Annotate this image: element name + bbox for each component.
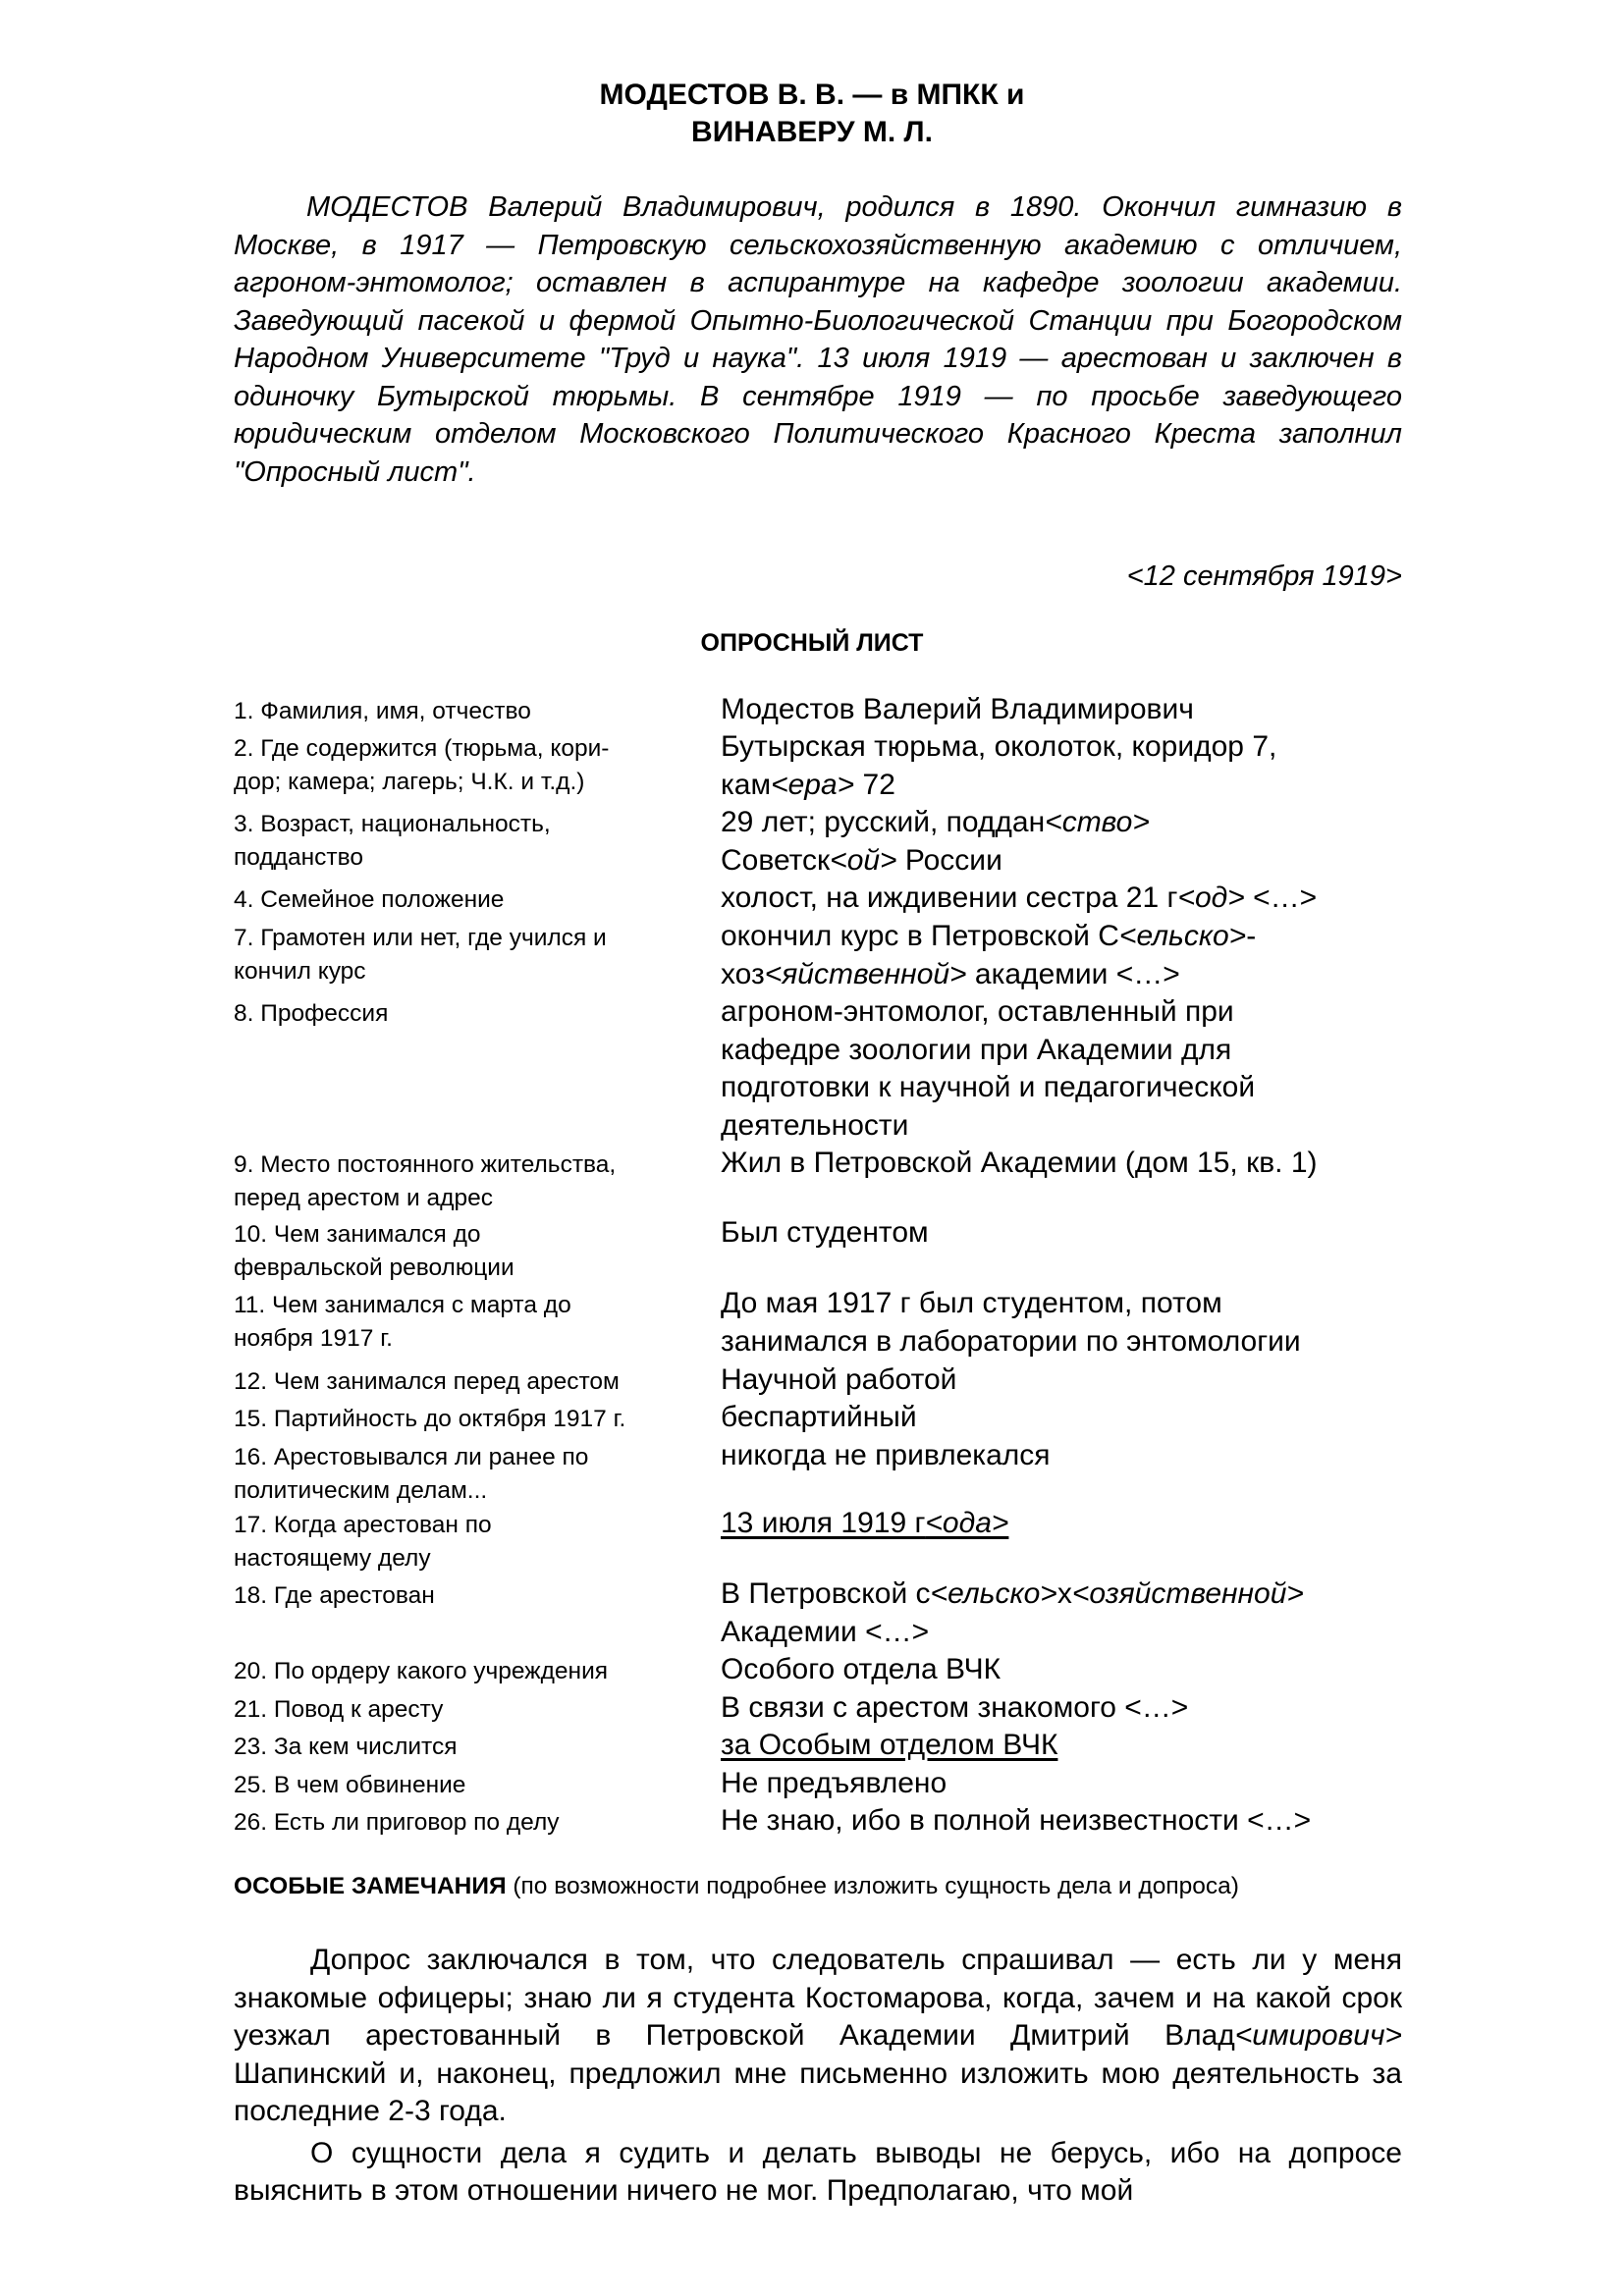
question — [234, 1218, 695, 1285]
answer-text: окончил курс в Петровской С — [721, 920, 1119, 952]
answer — [721, 993, 1408, 1145]
answer-line: Академии <…> — [721, 1615, 930, 1648]
question: 21. Повод к аресту — [234, 1696, 444, 1723]
question: 4. Семейное положение — [234, 886, 505, 913]
answer: Не предъявлено — [721, 1767, 947, 1799]
question — [234, 732, 695, 799]
answer: беспартийный — [721, 1401, 917, 1433]
answer — [721, 728, 1408, 804]
answer: Особого отдела ВЧК — [721, 1653, 1001, 1685]
answer-text: <…> — [1244, 881, 1318, 914]
answer: Не знаю, ибо в полной неизвестности <…> — [721, 1804, 1312, 1837]
answer — [721, 804, 1408, 880]
special-remarks-label: ОСОБЫЕ ЗАМЕЧАНИЯ — [234, 1873, 507, 1899]
answer — [721, 880, 1408, 918]
document-date: <12 сентября 1919> — [1126, 561, 1402, 592]
answer — [721, 1505, 1408, 1543]
remarks-text — [234, 1942, 1402, 2215]
answer-text: академии <…> — [966, 957, 1180, 990]
answer-editorial: <ство> — [1045, 806, 1150, 838]
answer-text: х — [1056, 1577, 1072, 1610]
question: 26. Есть ли приговор по делу — [234, 1809, 560, 1836]
question-line: февральской революции — [234, 1255, 514, 1281]
answer-text: России — [896, 843, 1002, 877]
question — [234, 1148, 695, 1215]
answer: Жил в Петровской Академии (дом 15, кв. 1) — [721, 1147, 1318, 1179]
question-line: настоящему делу — [234, 1545, 431, 1572]
question-line: дор; камера; лагерь; Ч.К. и т.д.) — [234, 769, 585, 795]
special-remarks-note: (по возможности подробнее изложить сущность дела и допроса) — [506, 1873, 1239, 1899]
answer: В связи с арестом знакомого <…> — [721, 1691, 1189, 1724]
remarks-paragraph-2: О сущности дела я судить и делать выводы не берусь, ибо на допросе выяснить в этом отношении ничего не мог. Предполагаю, что мой — [234, 2136, 1402, 2207]
question-line: 7. Грамотен или нет, где учился и — [234, 925, 607, 951]
answer-editorial: <од> — [1177, 881, 1245, 914]
answer-editorial: <озяйственной> — [1071, 1577, 1304, 1610]
answer-text: В Петровской с — [721, 1577, 931, 1610]
question: 15. Партийность до октября 1917 г. — [234, 1406, 626, 1432]
intro-paragraph: МОДЕСТОВ Валерий Владимирович, родился в 1890. Окончил гимназию в Москве, в 1917 — Петровскую сельскохозяйственную академию с отличием, агроном-энтомолог; оставлен в аспирантуре на кафедре зоологии академии. Заведующий пасекой и фермой Опытно-Биологической Станции при Богородском Народном Университете "Труд и наука". 13 июля 1919 — арестован и заключен в одиночку Бутырской тюрьмы. В сентябре 1919 — по просьбе заведующего юридическим отделом Московского Политического Красного Креста заполнил "Опросный лист". — [234, 191, 1402, 488]
answer-line: кафедре зоологии при Академии для — [721, 1033, 1232, 1066]
remarks-paragraph-1 — [234, 1942, 1402, 2131]
question — [234, 1441, 695, 1508]
question: 8. Профессия — [234, 1000, 389, 1027]
special-remarks — [234, 1870, 1412, 1903]
question-line: 10. Чем занимался до — [234, 1221, 481, 1248]
answer — [721, 918, 1408, 993]
answer-text: - — [1246, 920, 1257, 952]
question-line: 17. Когда арестован по — [234, 1512, 492, 1538]
question-line: 9. Место постоянного жительства, — [234, 1151, 617, 1178]
answer-editorial: <ельско> — [930, 1577, 1057, 1610]
answer: Научной работой — [721, 1363, 957, 1396]
paragraph-text: Допрос заключался в том, что следователь спрашивал — есть ли у меня знакомые офицеры; знаю ли я студента Костомарова, когда, зачем и на какой срок уезжал арестованный в Петровской Академии Дмитрий Влад — [234, 1944, 1402, 2052]
question: 1. Фамилия, имя, отчество — [234, 698, 531, 724]
question-line: 16. Арестовывался ли ранее по — [234, 1444, 589, 1470]
questionnaire-title: ОПРОСНЫЙ ЛИСТ — [700, 629, 924, 657]
question: 23. За кем числится — [234, 1734, 458, 1760]
answer-underlined — [721, 1507, 1008, 1539]
answer — [721, 1285, 1408, 1361]
paragraph-text: Шапинский и, наконец, предложил мне письменно изложить мою деятельность за последние 2-3 года. — [234, 2056, 1402, 2127]
answer-editorial: <ода> — [925, 1507, 1009, 1539]
question-line: подданство — [234, 844, 363, 871]
question-line: перед арестом и адрес — [234, 1185, 493, 1211]
question-line: 11. Чем занимался с марта до — [234, 1292, 571, 1318]
answer-text: хоз — [721, 957, 765, 990]
title-line-2: ВИНАВЕРУ М. Л. — [691, 116, 933, 148]
answer-line: агроном-энтомолог, оставленный при — [721, 995, 1234, 1028]
title-line-1: МОДЕСТОВ В. В. — в МПКК и — [599, 79, 1025, 111]
question: 18. Где арестован — [234, 1582, 435, 1609]
question-line: 2. Где содержится (тюрьма, кори- — [234, 735, 610, 762]
question-line: кончил курс — [234, 958, 366, 985]
answer-text: 13 июля 1919 г — [721, 1507, 926, 1539]
answer-text: 29 лет; русский, поддан — [721, 806, 1046, 838]
answer-text: холост, на иждивении сестра 21 г — [721, 881, 1178, 914]
answer-line: Бутырская тюрьма, околоток, коридор 7, — [721, 730, 1277, 763]
question: 25. В чем обвинение — [234, 1772, 466, 1798]
answer-line: занимался в лаборатории по энтомологии — [721, 1324, 1301, 1358]
editorial-insert: <имирович> — [1234, 2019, 1402, 2052]
answer-text: Советск — [721, 843, 831, 877]
answer-text: кам — [721, 768, 772, 801]
answer-line: подготовки к научной и педагогической — [721, 1071, 1256, 1103]
answer — [721, 1575, 1408, 1651]
answer-line: До мая 1917 г был студентом, потом — [721, 1287, 1222, 1319]
answer: Был студентом — [721, 1216, 929, 1249]
question — [234, 922, 695, 988]
answer-editorial: <яйственной> — [764, 957, 967, 990]
answer-text: 72 — [854, 768, 895, 801]
question: 20. По ордеру какого учреждения — [234, 1658, 609, 1684]
question-line: ноября 1917 г. — [234, 1325, 393, 1352]
answer-editorial: <ера> — [771, 768, 855, 801]
question: 12. Чем занимался перед арестом — [234, 1368, 620, 1395]
answer: Модестов Валерий Владимирович — [721, 693, 1194, 725]
answer-editorial: <ельско> — [1118, 920, 1247, 952]
question — [234, 808, 695, 875]
answer-editorial: <ой> — [830, 843, 897, 877]
question — [234, 1289, 695, 1356]
question-line: 3. Возраст, национальность, — [234, 811, 551, 837]
question — [234, 1509, 695, 1575]
question-line: политическим делам... — [234, 1477, 488, 1504]
answer: никогда не привлекался — [721, 1439, 1051, 1471]
answer: за Особым отделом ВЧК — [721, 1729, 1058, 1761]
document-title — [0, 77, 1624, 151]
answer-line: деятельности — [721, 1108, 909, 1142]
